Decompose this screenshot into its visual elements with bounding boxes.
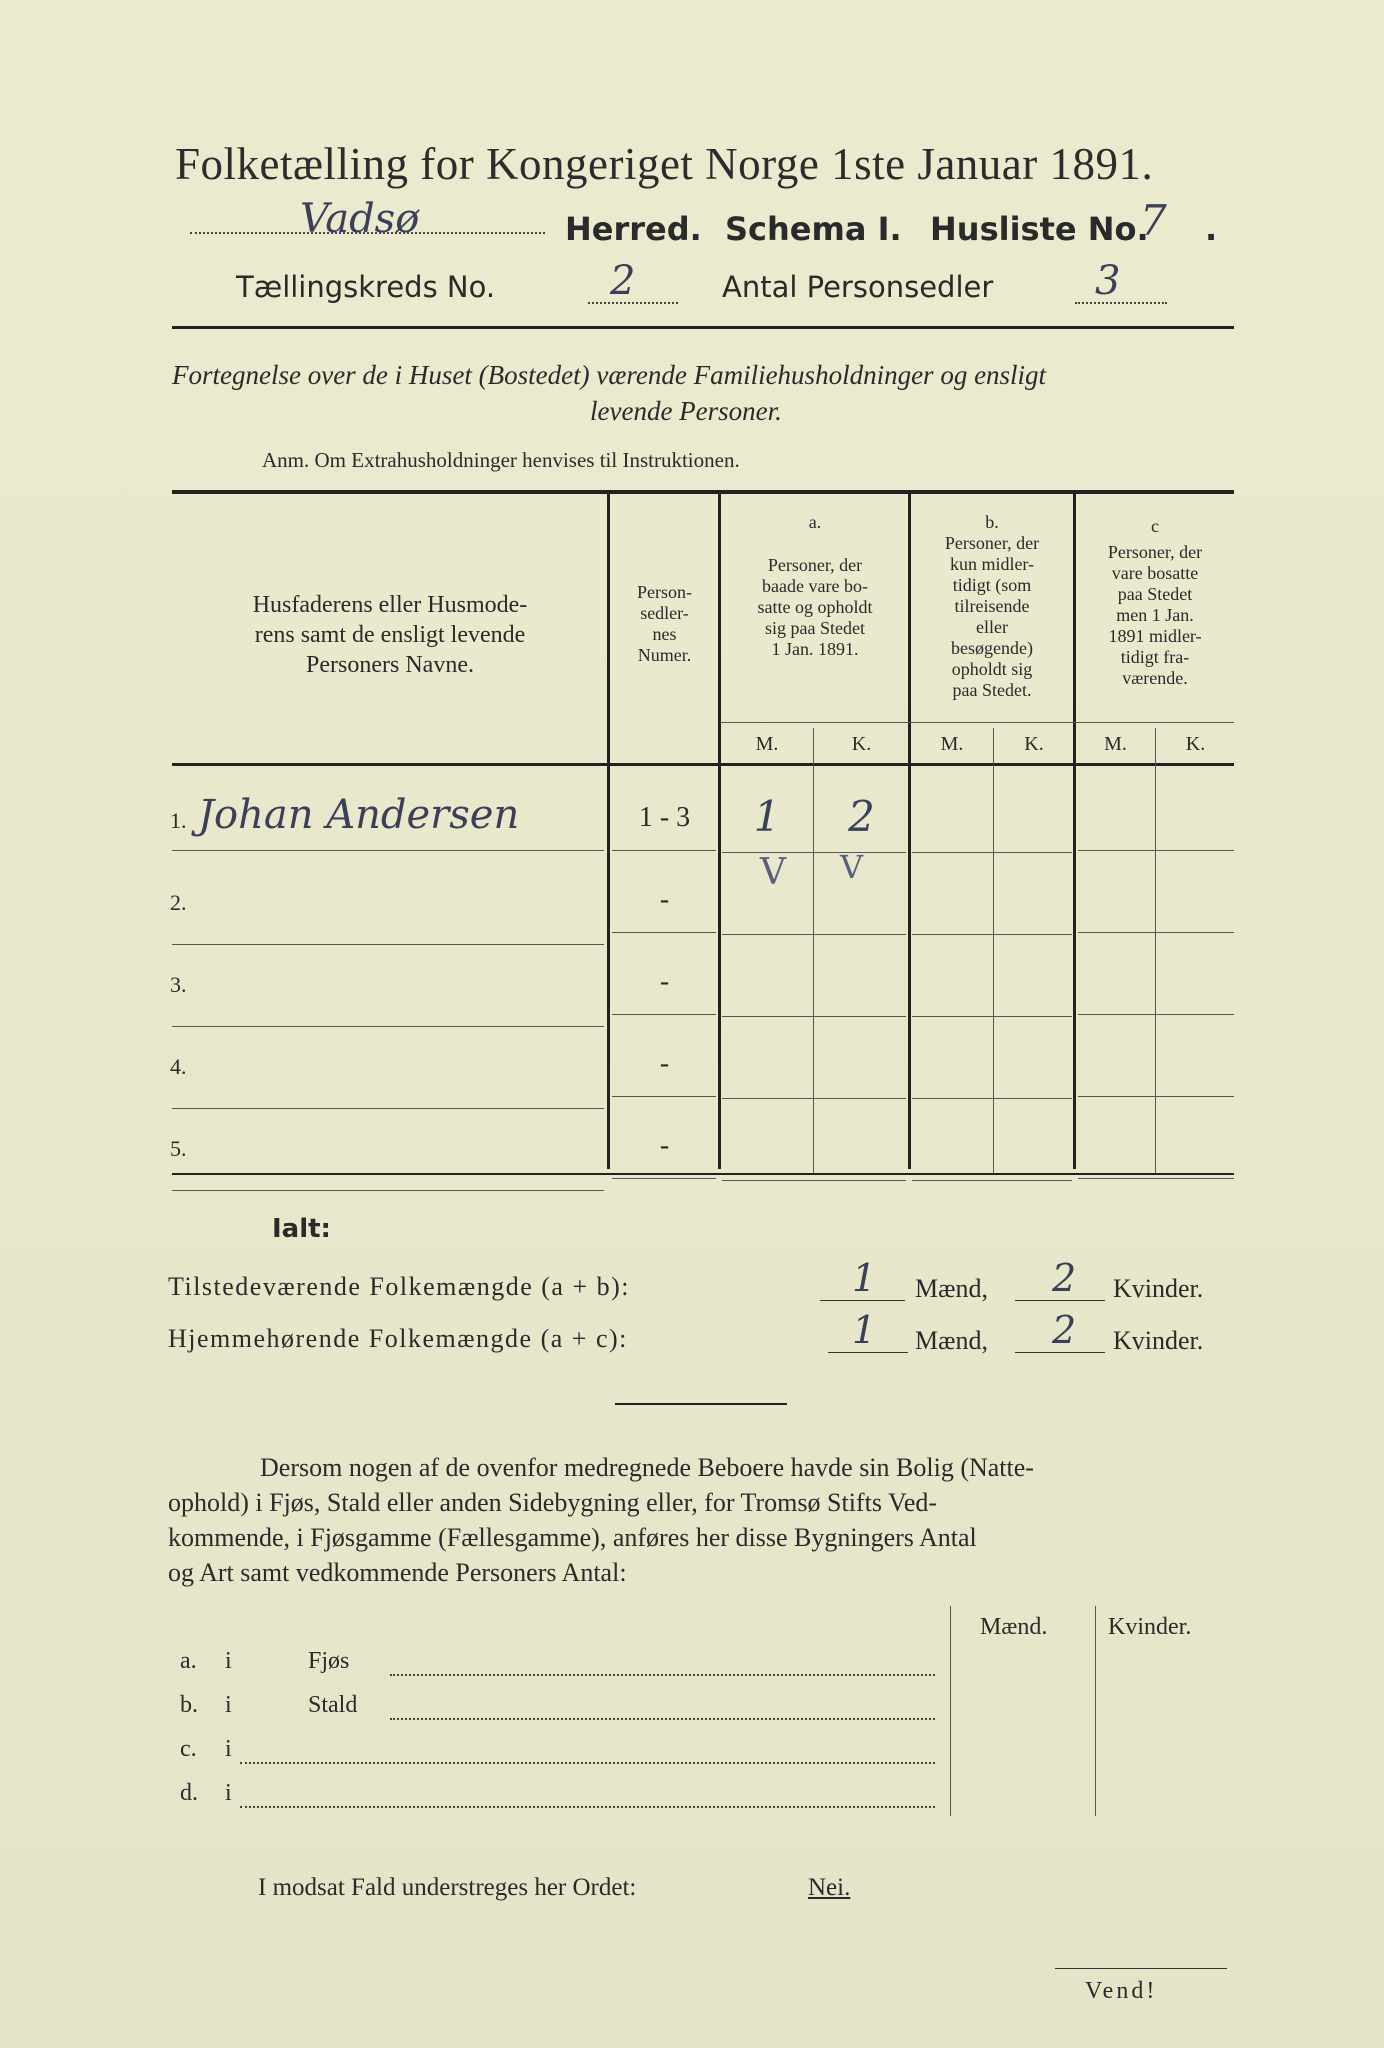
row-rule-c [1078,850,1234,851]
col-divider-name [607,494,610,1169]
tilstede-k-line [1015,1300,1105,1301]
antal-dotted-line [1075,302,1167,304]
row-rule-num [612,932,716,933]
row-rule-num [612,850,716,851]
hjemme-label: Hjemmehørende Folkemængde (a + c): [168,1324,628,1353]
bolig-maend-header: Mænd. [980,1614,1048,1640]
row-rule-name [172,944,604,945]
row-rule-b [912,1016,1072,1017]
hjemme-maend: Mænd, [915,1326,988,1355]
row-number: 2. [170,890,187,915]
row-rule-a [722,934,906,935]
b-m-label: M. [940,733,964,755]
nei-word: Nei. [808,1874,851,1901]
bolig-item-dotted-line [240,1762,935,1764]
col-divider-a-mk [813,728,814,1173]
row-rule-name [172,1190,604,1191]
herred-value: Vadsø [300,196,420,242]
col-divider-b-mk [993,728,994,1173]
checkmark-a-m: V [760,852,786,893]
tilstede-maend: Mænd, [915,1274,988,1303]
c-k-label: K. [1185,733,1206,755]
vend-rule [1055,1968,1227,1969]
row-person-num: - [659,966,670,997]
bolig-line-3: kommende, i Fjøsgamme (Fællesgamme), anføres her disse Bygningers Antal [168,1523,977,1552]
row-rule-num [612,1096,716,1097]
checkmark-a-k: V [840,848,864,886]
mk-header-rule [720,722,1234,723]
a-k-label: K. [851,733,872,755]
row-rule-num [612,1178,716,1179]
row-rule-b [912,1180,1072,1181]
a-m-label: M. [755,733,779,755]
row-rule-name [172,850,604,851]
col-a-header: a. Personer, der baade vare bo- satte og opholdt sig paa Stedet 1 Jan. 1891. [757,512,873,659]
bolig-item-i: i [225,1780,232,1806]
section-separator [615,1403,787,1405]
row-name: Johan Andersen [198,792,520,838]
col-divider-num [718,494,721,1169]
row-a-m: 1 [753,792,781,841]
row-rule-c [1078,1096,1234,1097]
col-name-header: Husfaderens eller Husmode- rens samt de ensligt levende Personers Navne. [252,592,528,678]
row-rule-a [722,852,906,853]
hjemme-k-value: 2 [1052,1308,1077,1352]
antal-label: Antal Personsedler [722,270,994,304]
schema-label: Schema I. [725,210,902,248]
tilstede-m-value: 1 [852,1256,877,1300]
bolig-item-dotted-line [390,1674,935,1676]
ialt-label: Ialt: [272,1214,331,1244]
col-b-header: b. Personer, der kun midler- tidigt (som tilreisende eller besøgende) opholdt sig paa Stedet. [944,512,1040,700]
row-rule-num [612,1014,716,1015]
tilstede-m-line [820,1300,905,1301]
herred-label: Herred. [565,210,702,248]
table-bottom-rule [172,1173,1234,1175]
hjemme-k-line [1015,1352,1105,1353]
husliste-dot: . [1205,210,1218,248]
row-person-num: - [659,1048,670,1079]
bolig-item-dotted-line [390,1718,935,1720]
bolig-item-letter: b. [180,1692,198,1718]
bolig-item-label: Fjøs [308,1648,350,1674]
row-number: 3. [170,972,187,997]
bolig-col-divider-2 [1095,1606,1096,1816]
row-rule-a [722,1016,906,1017]
tilstede-label: Tilstedeværende Folkemængde (a + b): [168,1272,630,1301]
modsat-text: I modsat Fald understreges her Ordet: [258,1874,637,1901]
row-person-num: - [659,1130,670,1161]
tilstede-k-value: 2 [1052,1256,1077,1300]
row-rule-c [1078,1014,1234,1015]
row-rule-name [172,1108,604,1109]
bolig-line-4: og Art samt vedkommende Personers Antal: [168,1558,627,1587]
c-m-label: M. [1104,733,1127,755]
row-a-k: 2 [848,792,875,841]
vend-label: Vend! [1085,1978,1158,2004]
bolig-line-1: Dersom nogen af de ovenfor medregnede Beboere havde sin Bolig (Natte- [260,1453,1034,1482]
row-rule-a [722,1098,906,1099]
bolig-item-letter: c. [180,1736,197,1762]
bolig-item-letter: d. [180,1780,198,1806]
tilstede-kvinder: Kvinder. [1113,1274,1204,1303]
bolig-item-dotted-line [240,1806,935,1808]
row-rule-c [1078,932,1234,933]
bolig-item-i: i [225,1692,232,1718]
row-rule-b [912,852,1072,853]
hjemme-m-line [828,1352,908,1353]
row-person-num: - [659,884,670,915]
col-c-header: c Personer, der vare bosatte paa Stedet men 1 Jan. 1891 midler- tidigt fra- værende. [1107,516,1203,688]
bolig-item-label: Stald [308,1692,358,1718]
row-rule-b [912,1098,1072,1099]
b-k-label: K. [1024,733,1044,755]
form-title: Folketælling for Kongeriget Norge 1ste Januar 1891. [175,139,1154,189]
header-rule [172,326,1234,329]
bolig-paragraph [168,1450,1234,1590]
husliste-label: Husliste No. [930,210,1149,248]
row-rule-a [722,1180,906,1181]
bolig-item-letter: a. [180,1648,197,1674]
bolig-kvinder-header: Kvinder. [1108,1614,1192,1640]
bolig-col-divider-1 [950,1606,951,1816]
taellingskreds-value: 2 [610,258,636,304]
hjemme-m-value: 1 [852,1308,877,1352]
row-rule-c [1078,1178,1234,1179]
taellingskreds-label: Tællingskreds No. [236,270,496,304]
row-rule-b [912,934,1072,935]
bolig-line-2: ophold) i Fjøs, Stald eller anden Sidebygning eller, for Tromsø Stifts Ved- [168,1488,938,1517]
intro-line-1: Fortegnelse over de i Huset (Bostedet) værende Familiehusholdninger og ensligt [172,360,1047,390]
row-number: 5. [170,1136,187,1161]
hjemme-kvinder: Kvinder. [1113,1326,1204,1355]
husliste-value: 7 [1140,196,1167,245]
col-divider-c-mk [1155,728,1156,1173]
bolig-item-i: i [225,1648,232,1674]
row-number: 4. [170,1054,187,1079]
anm-note: Anm. Om Extrahusholdninger henvises til Instruktionen. [262,448,740,472]
row-rule-name [172,1026,604,1027]
intro-line-2: levende Personer. [590,396,782,426]
bolig-item-i: i [225,1736,232,1762]
row-number: 1. [170,808,187,833]
row-person-num: 1 - 3 [638,802,691,833]
antal-value: 3 [1095,258,1121,304]
col-num-header: Person- sedler- nes Numer. [637,582,692,665]
